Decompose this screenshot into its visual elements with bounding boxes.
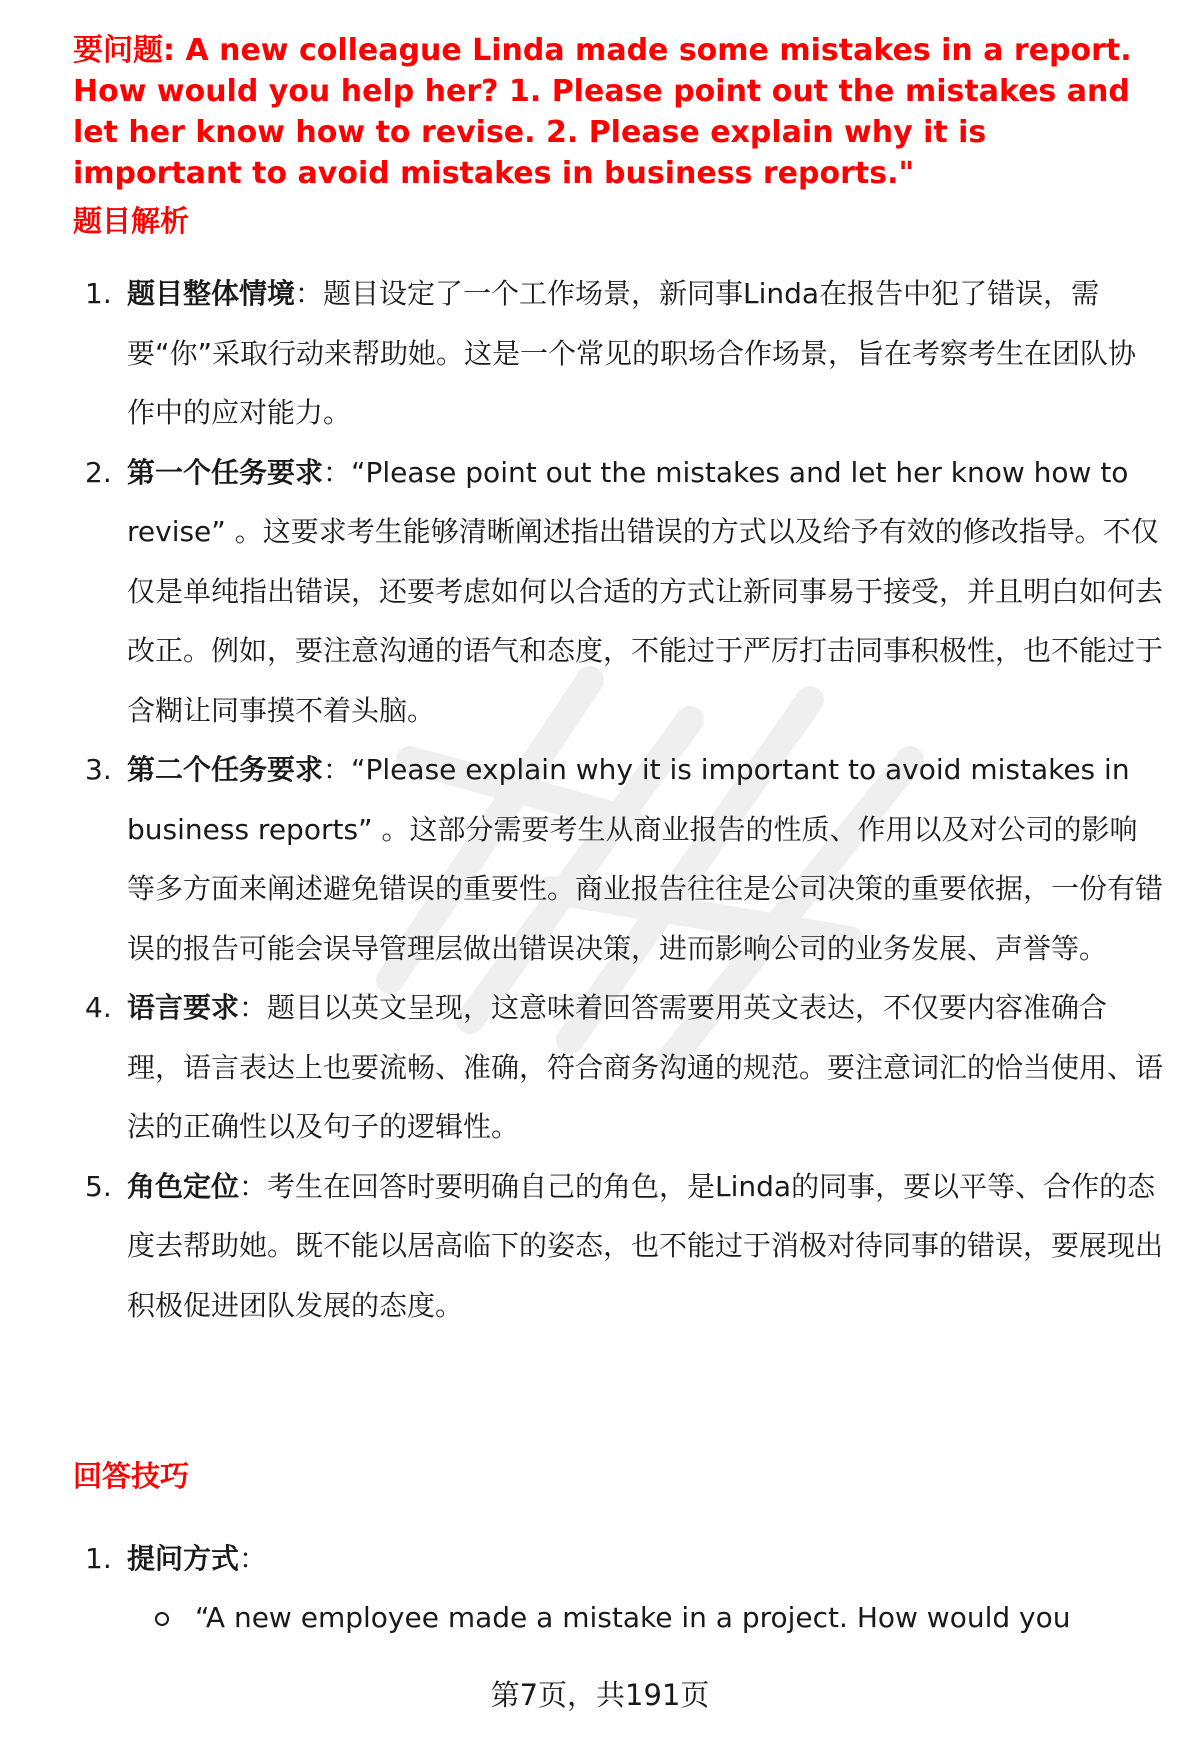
list-number: 1. — [85, 277, 112, 310]
analysis-item-second-task — [73, 740, 1163, 978]
circle-bullet-icon — [155, 1612, 169, 1626]
analysis-heading: 题目解析 — [73, 204, 190, 238]
analysis-item-role — [73, 1157, 1163, 1336]
list-number: 2. — [85, 455, 112, 489]
page-footer: 第7页，共191页 — [490, 1678, 710, 1712]
item-text: ： — [239, 1542, 268, 1575]
list-number: 3. — [85, 753, 112, 786]
item-label: 角色定位 — [127, 1169, 240, 1203]
list-item — [73, 1588, 1163, 1647]
item-label: 第二个任务要求 — [127, 753, 324, 786]
item-label: 题目整体情境 — [127, 277, 296, 310]
item-label: 语言要求 — [127, 991, 240, 1024]
analysis-item-language — [73, 978, 1163, 1157]
analysis-item-scenario — [73, 264, 1163, 443]
item-label: 第一个任务要求 — [127, 455, 324, 489]
sub-item-text: “A new employee made a mistake in a project. How would you — [195, 1601, 1071, 1634]
item-text: ：题目以英文呈现，这意味着回答需要用英文表达，不仅要内容准确合理，语言表达上也要流畅、准确，符合商务沟通的规范。要注意词汇的恰当使用、语法的正确性以及句子的逻辑性。 — [127, 991, 1164, 1143]
item-text: ：“Please explain why it is important to avoid mistakes in business reports” 。这部分需要考生从商业报告的性质、作用以及对公司的影响等多方面来阐述避免错误的重要性。商业报告往往是公司决策的重要依据，一份有错误的报告可能会误导管理层做出错误决策，进而影响公司的业务发展、声誉等。 — [127, 753, 1164, 965]
question-text: 要问题: A new colleague Linda made some mistakes in a report. How would you help her? 1. Please point out the mistakes and let her know how to revise. 2. Please explain why it is important to avoid mistakes in business reports." — [73, 33, 1132, 191]
item-text: ：“Please point out the mistakes and let her know how to revise” 。这要求考生能够清晰阐述指出错误的方式以及给予有效的修改指导。不仅仅是单纯指出错误，还要考虑如何以合适的方式让新同事易于接受，并且明白如何去改正。例如，要注意沟通的语气和态度，不能过于严厉打击同事积极性，也不能过于含糊让同事摸不着头脑。 — [127, 455, 1164, 727]
tips-item-questioning — [73, 1529, 1163, 1589]
item-label: 提问方式 — [127, 1542, 240, 1575]
item-text: ：题目设定了一个工作场景，新同事Linda在报告中犯了错误，需要“你”采取行动来帮助她。这是一个常见的职场合作场景，旨在考察考生在团队协作中的应对能力。 — [127, 277, 1137, 429]
tips-heading: 回答技巧 — [73, 1459, 190, 1493]
item-text: ：考生在回答时要明确自己的角色，是Linda的同事，要以平等、合作的态度去帮助她。既不能以居高临下的姿态，也不能过于消极对待同事的错误，要展现出积极促进团队发展的态度。 — [127, 1169, 1164, 1322]
list-number: 5. — [85, 1169, 112, 1203]
list-number: 4. — [85, 991, 112, 1024]
analysis-list — [73, 264, 1163, 1335]
analysis-item-first-task — [73, 443, 1163, 741]
tips-list — [73, 1529, 1163, 1589]
list-number: 1. — [85, 1542, 112, 1575]
tips-sub-list — [73, 1588, 1163, 1647]
